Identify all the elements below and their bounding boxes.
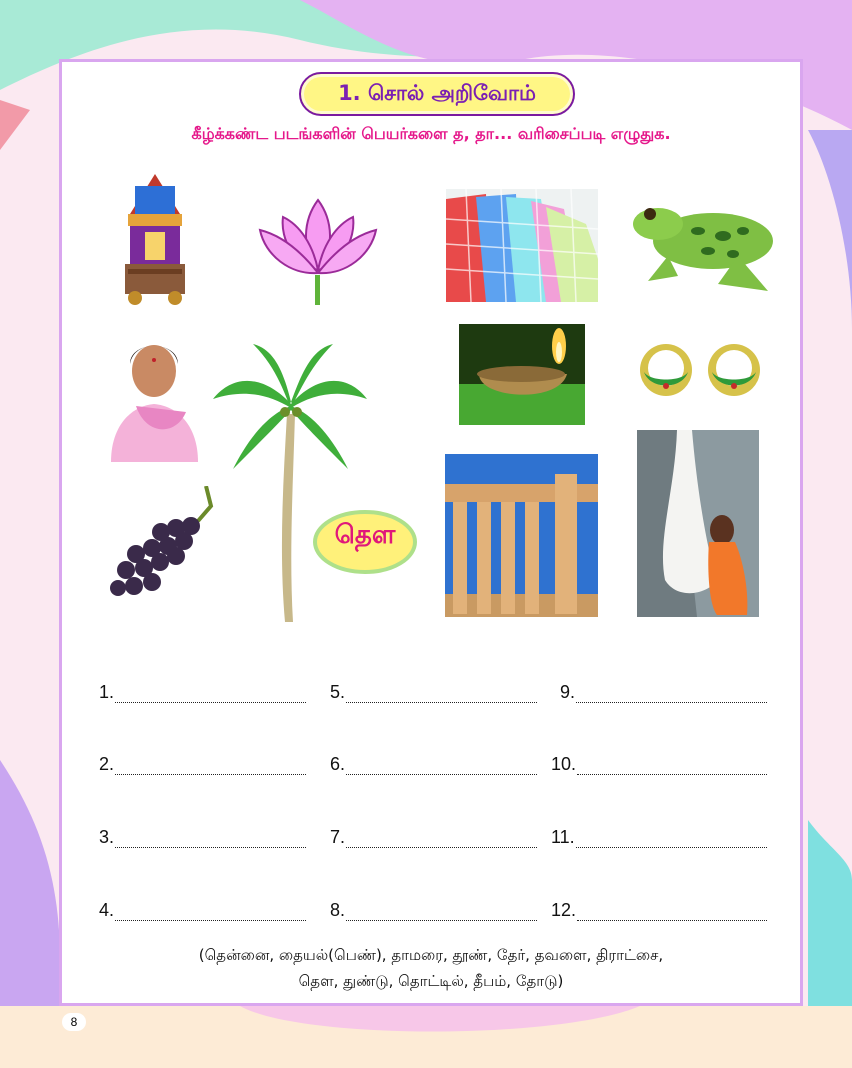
answer-line[interactable]: 9. (560, 682, 767, 703)
title-text: 1. சொல் அறிவோம் (338, 80, 536, 105)
answer-line[interactable]: 11. (551, 827, 767, 848)
coconut-tree-image (213, 344, 367, 622)
oil-lamp-image (459, 324, 585, 425)
answer-line[interactable]: 3. (99, 827, 306, 848)
answer-line[interactable]: 8. (330, 900, 537, 921)
answer-line[interactable]: 1. (99, 682, 306, 703)
answer-line[interactable]: 6. (330, 754, 537, 775)
cradle-image (637, 430, 759, 617)
answer-line[interactable]: 7. (330, 827, 537, 848)
badge-text: தௌ (334, 520, 396, 550)
lotus-image (255, 195, 381, 310)
answer-line[interactable]: 10. (551, 754, 767, 775)
frog-image (628, 196, 776, 296)
worksheet-frame (59, 59, 803, 1006)
answer-line[interactable]: 2. (99, 754, 306, 775)
answer-line[interactable]: 4. (99, 900, 306, 921)
towels-image (446, 189, 598, 302)
word-bank-line-1: (தென்னை, தையல்(பெண்), தாமரை, தூண், தேர், தவளை, திராட்சை, (198, 946, 664, 964)
tailor-woman-image (106, 326, 202, 462)
pillars-image (445, 454, 598, 617)
worksheet-title (299, 72, 575, 116)
grapes-image (106, 486, 214, 606)
earrings-image (638, 332, 763, 398)
word-bank (62, 942, 800, 994)
word-bank-line-2: தௌ, துண்டு, தொட்டில், தீபம், தோடு) (298, 972, 564, 990)
page-number: 8 (62, 1013, 86, 1031)
temple-chariot-image (120, 174, 190, 309)
answer-line[interactable]: 5. (330, 682, 537, 703)
answer-line[interactable]: 12. (551, 900, 767, 921)
instruction-text: கீழ்க்கண்ட படங்களின் பெயர்களை த, தா... வரிசைப்படி எழுதுக. (191, 124, 671, 143)
